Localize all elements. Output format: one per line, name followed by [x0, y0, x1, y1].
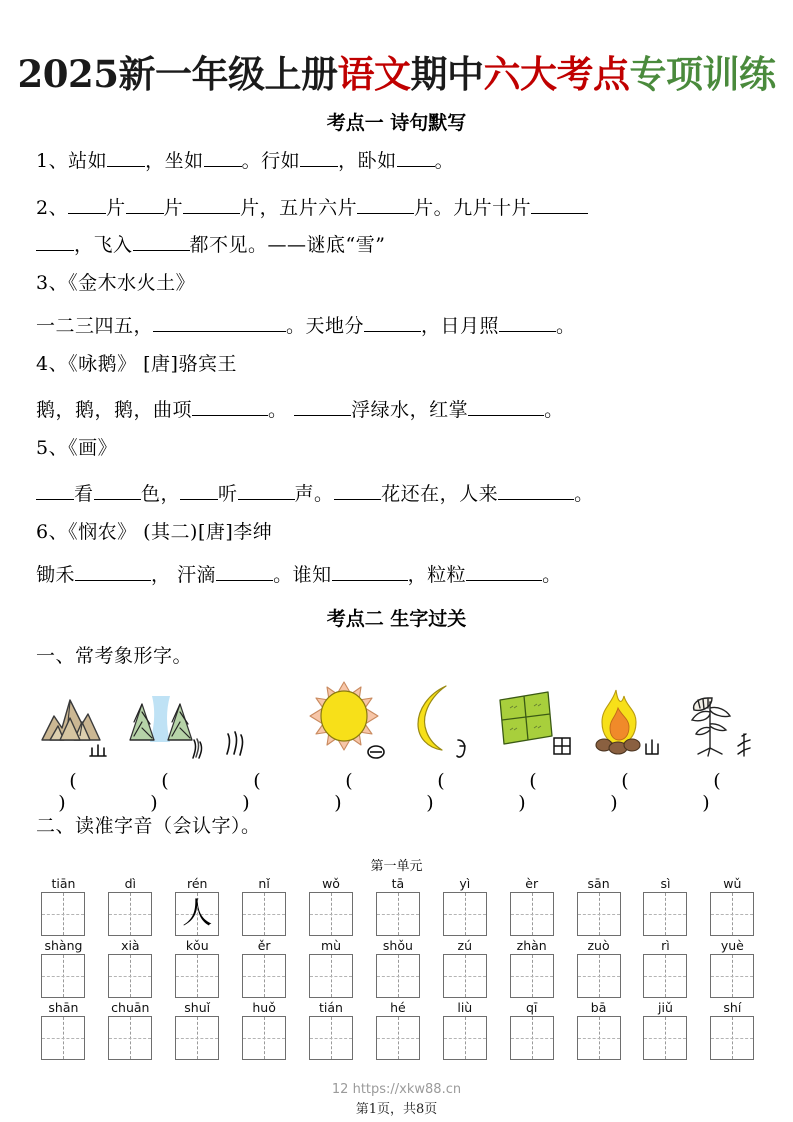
fill-in-blank[interactable] [183, 195, 240, 214]
pinyin-grid-cell [298, 1000, 365, 1060]
poem-line-4: 鹅，鹅，鹅，曲项 。 浮绿水，红掌 。 [36, 399, 564, 421]
fill-in-blank[interactable] [107, 148, 145, 167]
pinyin-grid-cell [699, 938, 766, 998]
pictograph-sun [306, 678, 392, 764]
tianzige-writing-box[interactable] [510, 892, 554, 936]
tianzige-writing-box[interactable] [376, 954, 420, 998]
tianzige-writing-box[interactable] [309, 892, 353, 936]
pinyin-grid-cell [231, 1000, 298, 1060]
fill-in-blank[interactable] [364, 313, 421, 332]
pinyin-label: shàng [44, 938, 83, 953]
pinyin-grid-cell [231, 876, 298, 936]
pinyin-grid-row [30, 938, 766, 998]
pinyin-grid-cell [298, 876, 365, 936]
pinyin-grid-cell [30, 876, 97, 936]
pinyin-label: zhàn [516, 938, 547, 953]
pinyin-grid-row [30, 1000, 766, 1060]
fill-in-blank[interactable] [397, 148, 435, 167]
exercise-two-heading: 二、读准字音（会认字）。 [36, 815, 261, 837]
pinyin-label: shǒu [382, 938, 413, 953]
tianzige-writing-box[interactable] [242, 954, 286, 998]
pinyin-label: jiǔ [658, 1000, 673, 1015]
tianzige-writing-box[interactable] [108, 892, 152, 936]
pinyin-grid-cell [431, 1000, 498, 1060]
pinyin-label: tián [319, 1000, 343, 1015]
pinyin-label: shuǐ [184, 1000, 211, 1015]
title-part-5: 专项训练 [629, 52, 776, 96]
pinyin-label: shí [723, 1000, 742, 1015]
tianzige-writing-box[interactable] [577, 954, 621, 998]
fill-in-blank[interactable] [499, 313, 556, 332]
page-title [0, 44, 793, 98]
pinyin-grid-cell [498, 1000, 565, 1060]
fill-in-blank[interactable] [133, 232, 190, 251]
fill-in-blank[interactable] [192, 397, 268, 416]
pictograph-field [490, 678, 576, 764]
pinyin-grid-cell [164, 1000, 231, 1060]
tianzige-writing-box[interactable] [443, 954, 487, 998]
pinyin-grid-cell [565, 938, 632, 998]
pinyin-label: nǐ [258, 876, 270, 891]
tianzige-writing-box[interactable] [41, 892, 85, 936]
pinyin-grid-cell [364, 876, 431, 936]
pinyin-grid-cell [699, 876, 766, 936]
fill-in-blank[interactable] [36, 232, 74, 251]
tianzige-writing-box[interactable] [643, 892, 687, 936]
fill-in-blank[interactable] [334, 481, 382, 500]
section-heading-two: 考点二 生字过关 [326, 608, 467, 630]
pinyin-grid-cell [498, 876, 565, 936]
tianzige-writing-box[interactable] [443, 1016, 487, 1060]
tianzige-writing-box[interactable] [175, 1016, 219, 1060]
poem-title-6: 6、《悯农》 (其二)[唐]李绅 [36, 521, 273, 543]
answer-blank-2[interactable]: ( ) [150, 770, 191, 814]
pictograph-water-drops [214, 678, 300, 764]
tianzige-writing-box[interactable] [41, 954, 85, 998]
tianzige-writing-box[interactable] [643, 954, 687, 998]
pinyin-grid-cell [30, 1000, 97, 1060]
pinyin-grid-cell [231, 938, 298, 998]
fill-in-blank[interactable] [332, 562, 408, 581]
tianzige-writing-box[interactable] [376, 892, 420, 936]
fill-in-blank[interactable] [216, 562, 273, 581]
pinyin-grid-cell [97, 938, 164, 998]
pinyin-label: dì [124, 876, 137, 891]
pinyin-label: èr [525, 876, 539, 891]
fill-in-blank[interactable] [498, 481, 574, 500]
poem-title-5: 5、《画》 [36, 437, 118, 459]
pinyin-grid-cell [164, 938, 231, 998]
pinyin-label: rì [661, 938, 670, 953]
pinyin-label: zú [457, 938, 473, 953]
pictograph-fire [582, 678, 668, 764]
pinyin-grid-cell [431, 876, 498, 936]
pinyin-label: yì [459, 876, 471, 891]
poem-line-1: 1、站如 ，坐如 。行如 ，卧如 。 [36, 150, 455, 172]
title-part-3: 期中 [410, 52, 484, 96]
pinyin-grid-cell [565, 1000, 632, 1060]
pinyin-label: qī [525, 1000, 538, 1015]
pictograph-mountain [30, 678, 116, 764]
tianzige-writing-box[interactable] [510, 954, 554, 998]
fill-in-blank[interactable] [294, 397, 351, 416]
pinyin-label: zuò [587, 938, 610, 953]
fill-in-blank[interactable] [357, 195, 414, 214]
exercise-one-heading: 一、常考象形字。 [36, 645, 193, 667]
fill-in-blank[interactable] [153, 313, 286, 332]
tianzige-writing-box[interactable] [41, 1016, 85, 1060]
fill-in-blank[interactable] [300, 148, 338, 167]
tianzige-writing-box[interactable] [376, 1016, 420, 1060]
fill-in-blank[interactable] [75, 562, 151, 581]
fill-in-blank[interactable] [180, 481, 218, 500]
poem-title-3: 3、《金木水火土》 [36, 272, 196, 294]
pinyin-grid-row [30, 876, 766, 936]
pinyin-grid-cell [632, 1000, 699, 1060]
pinyin-grid-cell [97, 876, 164, 936]
tianzige-writing-box[interactable] [108, 954, 152, 998]
tianzige-writing-box[interactable] [175, 892, 219, 936]
pictograph-moon [398, 678, 484, 764]
poem-title-4: 4、《咏鹅》 [唐]骆宾王 [36, 353, 237, 375]
poem-line-5: 看 色， 听 声。 花还在，人来 。 [36, 481, 762, 505]
pinyin-grid-cell [699, 1000, 766, 1060]
unit-label: 第一单元 [370, 859, 423, 874]
pinyin-label: liù [457, 1000, 473, 1015]
title-part-2: 语文 [337, 52, 411, 96]
pinyin-label: rén [186, 876, 208, 891]
poem-line-2b: ，飞入 都不见。——谜底“雪” [36, 232, 762, 256]
pinyin-label: sān [587, 876, 610, 891]
answer-blank-4[interactable]: ( ) [334, 770, 375, 814]
poem-line-3: 一二三四五， 。天地分 ，日月照 。 [36, 315, 576, 337]
pinyin-label: tiān [51, 876, 76, 891]
pinyin-grid-cell [298, 938, 365, 998]
pinyin-grid-cell [498, 938, 565, 998]
pictograph-grain-plant [674, 678, 760, 764]
pinyin-grid-cell [164, 876, 231, 936]
title-part-1: 2025新一年级上册 [17, 52, 338, 96]
pinyin-character-grid [30, 876, 766, 1062]
fill-in-blank[interactable] [94, 481, 142, 500]
fill-in-blank[interactable] [36, 481, 74, 500]
page-number: 第1页，共8页 [355, 1102, 438, 1117]
pinyin-label: ěr [257, 938, 271, 953]
pictograph-answer-row [30, 770, 766, 814]
pinyin-label: hé [390, 1000, 406, 1015]
pinyin-label: xià [121, 938, 140, 953]
tianzige-writing-box[interactable] [242, 1016, 286, 1060]
tianzige-writing-box[interactable] [710, 892, 754, 936]
answer-blank-6[interactable]: ( ) [518, 770, 559, 814]
answer-blank-8[interactable]: ( ) [702, 770, 743, 814]
pictograph-row [30, 678, 766, 764]
tianzige-writing-box[interactable] [710, 1016, 754, 1060]
pinyin-label: bā [590, 1000, 607, 1015]
pinyin-label: yuè [720, 938, 744, 953]
pinyin-grid-cell [364, 1000, 431, 1060]
pinyin-label: wǒ [322, 876, 340, 891]
tianzige-writing-box[interactable] [577, 892, 621, 936]
pinyin-label: shān [48, 1000, 79, 1015]
poem-line-2a: 2、 片 片 片，五片六片 片。九片十片 [36, 195, 762, 219]
tianzige-writing-box[interactable] [577, 1016, 621, 1060]
tianzige-writing-box[interactable] [309, 1016, 353, 1060]
fill-in-blank[interactable] [468, 397, 544, 416]
tianzige-writing-box[interactable] [643, 1016, 687, 1060]
fill-in-blank[interactable] [466, 562, 542, 581]
answer-blank-3[interactable]: ( ) [242, 770, 283, 814]
poem-line-6: 锄禾 ， 汗滴 。谁知 ，粒粒 。 [36, 564, 562, 586]
fill-in-blank[interactable] [238, 481, 295, 500]
tianzige-writing-box[interactable] [710, 954, 754, 998]
tianzige-writing-box[interactable] [108, 1016, 152, 1060]
pinyin-grid-cell [30, 938, 97, 998]
pinyin-label: wǔ [723, 876, 742, 891]
pinyin-label: huǒ [252, 1000, 276, 1015]
answer-blank-7[interactable]: ( ) [610, 770, 651, 814]
pinyin-label: chuān [111, 1000, 150, 1015]
site-watermark: 12 https://xkw88.cn [331, 1082, 462, 1097]
answer-blank-5[interactable]: ( ) [426, 770, 467, 814]
fill-in-blank[interactable] [68, 195, 106, 214]
title-part-4: 六大考点 [483, 52, 630, 96]
tianzige-writing-box[interactable] [242, 892, 286, 936]
answer-blank-1[interactable]: ( ) [58, 770, 99, 814]
pinyin-grid-cell [431, 938, 498, 998]
pinyin-grid-cell [565, 876, 632, 936]
pictograph-river-water [122, 678, 208, 764]
tianzige-writing-box[interactable] [443, 892, 487, 936]
pinyin-label: mù [320, 938, 342, 953]
fill-in-blank[interactable] [126, 195, 164, 214]
pinyin-grid-cell [632, 876, 699, 936]
section-heading-one: 考点一 诗句默写 [326, 112, 467, 134]
pinyin-label: tā [391, 876, 405, 891]
tianzige-writing-box[interactable] [175, 954, 219, 998]
pinyin-grid-cell [364, 938, 431, 998]
fill-in-blank[interactable] [204, 148, 242, 167]
pinyin-grid-cell [97, 1000, 164, 1060]
pinyin-grid-cell [632, 938, 699, 998]
pinyin-label: sì [660, 876, 671, 891]
fill-in-blank[interactable] [531, 195, 588, 214]
tianzige-writing-box[interactable] [309, 954, 353, 998]
tianzige-writing-box[interactable] [510, 1016, 554, 1060]
pinyin-label: kǒu [185, 938, 209, 953]
written-character: 人 [182, 896, 213, 931]
